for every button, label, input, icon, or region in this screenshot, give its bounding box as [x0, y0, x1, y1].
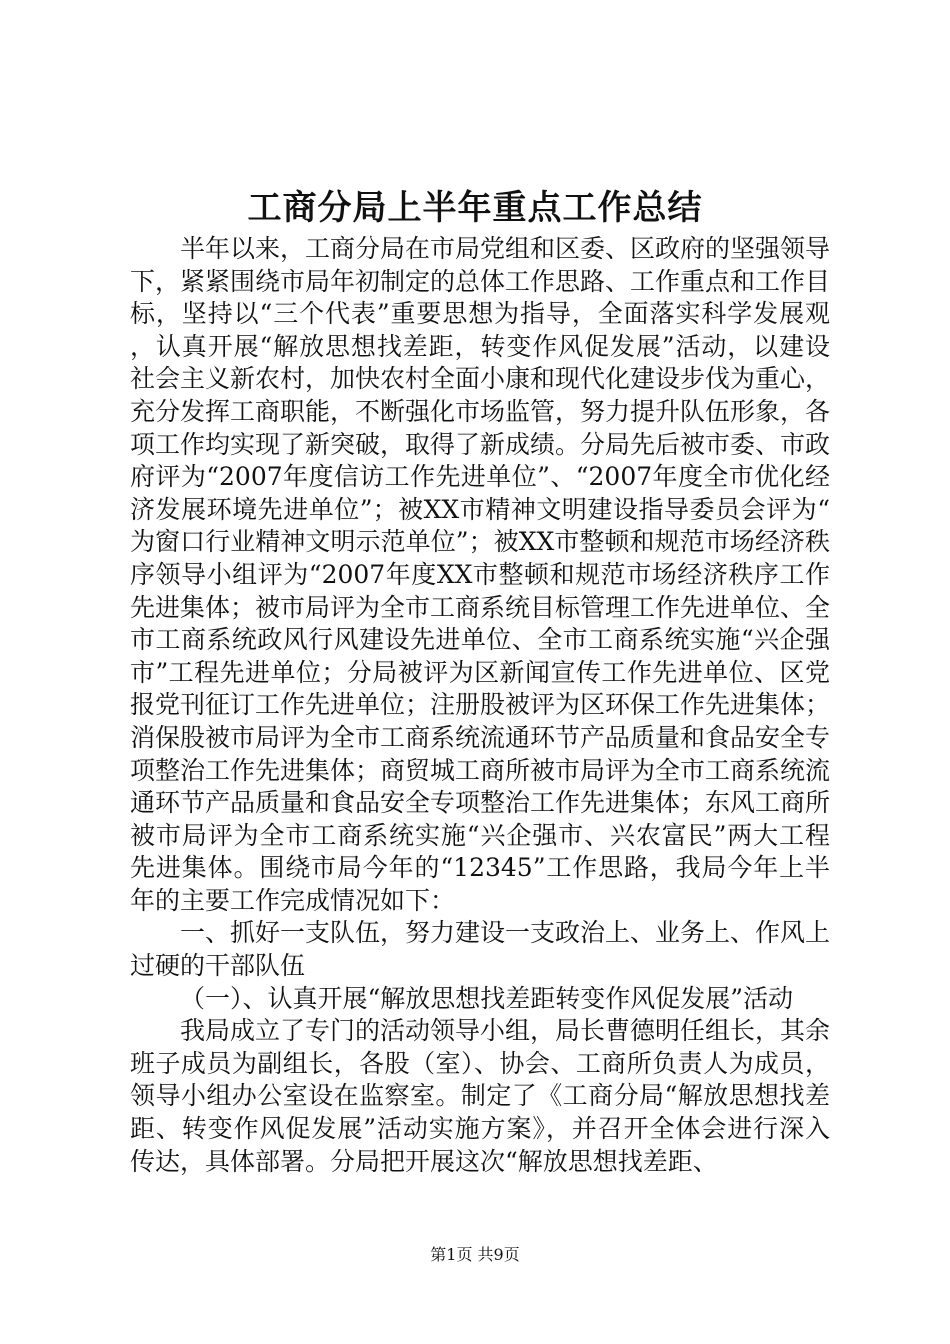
paragraph-intro: 半年以来，工商分局在市局党组和区委、区政府的坚强领导下，紧紧围绕市局年初制定的总体工作思路、工作重点和工作目标，坚持以“三个代表”重要思想为指导，全面落实科学发展观，认真开展“解放思想找差距，转变作风促发展”活动，以建设社会主义新农村，加快农村全面小康和现代化建设步伐为重心，充分发挥工商职能，不断强化市场监管，努力提升队伍形象，各项工作均实现了新突破，取得了新成绩。分局先后被市委、市政府评为“2007年度信访工作先进单位”、“2007年度全市优化经济发展环境先进单位”；被XX市精神文明建设指导委员会评为“为窗口行业精神文明示范单位”；被XX市整顿和规范市场经济秩序领导小组评为“2007年度XX市整顿和规范市场经济秩序工作先进集体；被市局评为全市工商系统目标管理工作先进单位、全市工商系统政风行风建设先进单位、全市工商系统实施“兴企强市”工程先进单位；分局被评为区新闻宣传工作先进单位、区党报党刊征订工作先进单位；注册股被评为区环保工作先进集体；消保股被市局评为全市工商系统流通环节产品质量和食品安全专项整治工作先进集体；商贸城工商所被市局评为全市工商系统流通环节产品质量和食品安全专项整治工作先进集体；东风工商所被市局评为全市工商系统实施“兴企强市、兴农富民”两大工程先进集体。围绕市局今年的“12345”工作思路，我局今年上半年的主要工作完成情况如下： — [130, 234, 831, 915]
paragraph-subsection-1-body: 我局成立了专门的活动领导小组，局长曹德明任组长，其余班子成员为副组长，各股（室）、协会、工商所负责人为成员，领导小组办公室设在监察室。制定了《工商分局“解放思想找差距、转变作风促发展”活动实施方案》，并召开全体会进行深入传达，具体部署。分局把开展这次“解放思想找差距、 — [130, 1016, 831, 1176]
paragraph-section-1-heading: 一、抓好一支队伍，努力建设一支政治上、业务上、作风上过硬的干部队伍 — [130, 918, 831, 981]
paragraph-subsection-1-heading: （一）、认真开展“解放思想找差距转变作风促发展”活动 — [180, 983, 794, 1013]
document-body — [130, 233, 830, 1178]
page-footer: 第1页 共9页 — [430, 1245, 520, 1264]
document-title: 工商分局上半年重点工作总结 — [247, 188, 703, 228]
